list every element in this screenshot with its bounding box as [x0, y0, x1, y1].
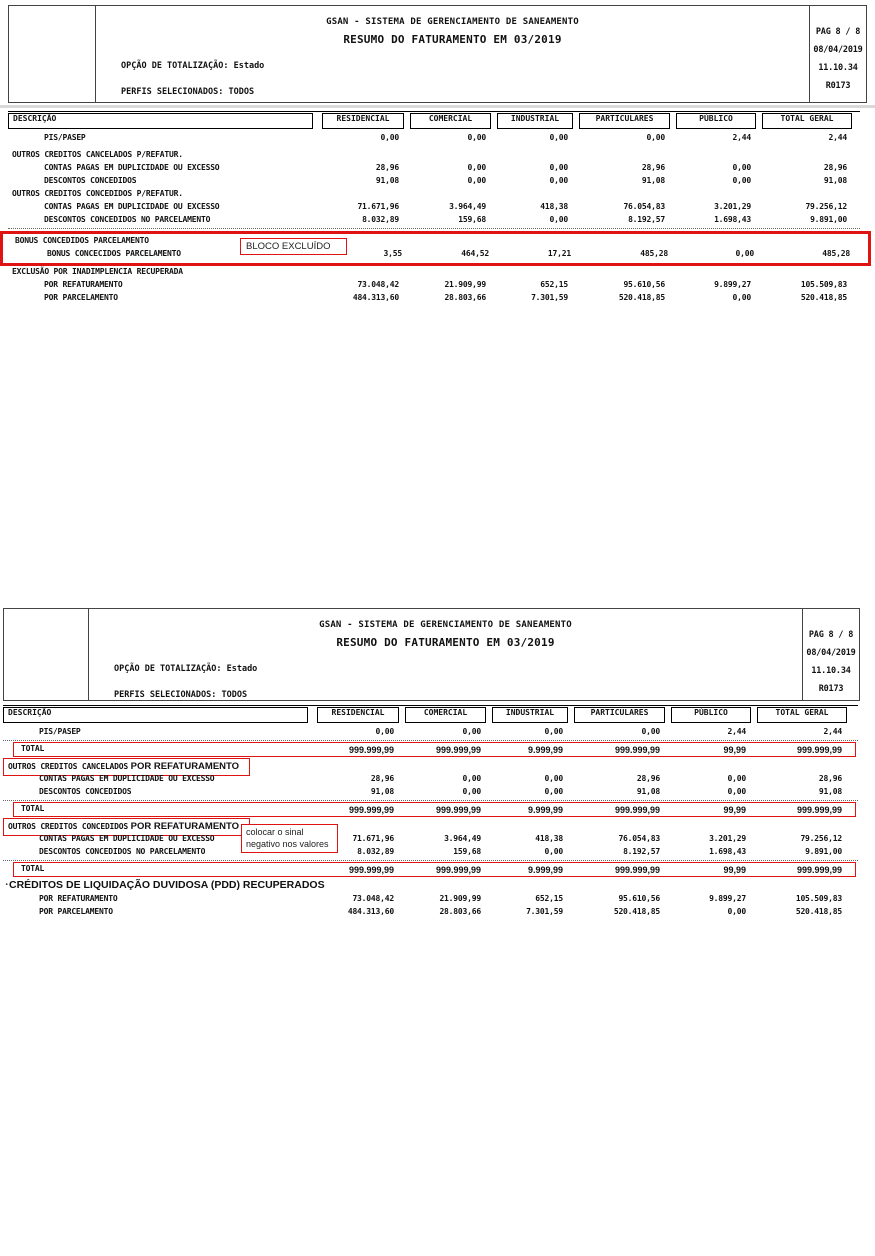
totalization-value: Estado	[233, 61, 265, 71]
row-label: POR PARCELAMENTO	[44, 293, 118, 302]
report-date: 08/04/2019	[813, 45, 863, 55]
row-value: 9.899,27	[709, 894, 746, 903]
row-value: 484.313,60	[347, 907, 394, 916]
row-value: 999.999,99	[399, 742, 486, 757]
column-header: PÚBLICO	[671, 707, 751, 723]
row-value: 520.418,85	[800, 293, 847, 302]
row-value: 73.048,42	[352, 894, 394, 903]
table-row	[8, 163, 860, 176]
table-row	[3, 894, 858, 907]
row-value: 0,00	[544, 774, 563, 783]
row-label-part2: POR REFATURAMENTO	[128, 821, 240, 832]
stray-mark: .	[4, 878, 10, 888]
report-code: R0173	[818, 684, 844, 694]
row-label: TOTAL	[21, 744, 45, 753]
row-value: 8.192,57	[628, 215, 665, 224]
row-label: POR REFATURAMENTO	[39, 894, 118, 903]
row-value: 9.891,00	[805, 847, 842, 856]
column-header: PARTICULARES	[579, 113, 670, 129]
row-value: 999.999,99	[399, 802, 486, 817]
row-value: 95.610,56	[618, 894, 660, 903]
row-value: 79.256,12	[805, 202, 847, 211]
row-value: 28.803,66	[439, 907, 481, 916]
report-header-top	[8, 5, 867, 103]
row-value: 95.610,56	[623, 280, 665, 289]
row-value: 28,96	[641, 163, 665, 172]
profiles-value: TODOS	[228, 87, 255, 97]
column-header: COMERCIAL	[410, 113, 491, 129]
row-value: 0,00	[641, 727, 660, 736]
row-value: 159,68	[453, 847, 481, 856]
row-label-part1: OUTROS CREDITOS CONCEDIDOS	[8, 822, 129, 831]
table-row	[3, 787, 858, 801]
page-number: PAG 8 / 8	[815, 27, 861, 37]
row-label: DESCONTOS CONCEDIDOS NO PARCELAMENTO	[44, 215, 211, 224]
row-value: 0,00	[727, 774, 746, 783]
row-value: 76.054,83	[618, 834, 660, 843]
table-row	[3, 847, 858, 861]
column-header: DESCRIÇÃO	[8, 113, 313, 129]
report-title: RESUMO DO FATURAMENTO EM 03/2019	[336, 636, 555, 649]
row-value: 9.999,99	[486, 862, 568, 877]
row-value: 21.909,99	[439, 894, 481, 903]
row-value: 0,00	[549, 133, 568, 142]
row-value: 71.671,96	[352, 834, 394, 843]
row-value: 999.999,99	[751, 742, 847, 757]
row-value: 418,38	[540, 202, 568, 211]
row-label: BONUS CONCEDIDOS PARCELAMENTO	[15, 236, 149, 245]
row-value: 0,00	[732, 176, 751, 185]
row-value: 91,08	[818, 787, 842, 796]
row-value: 2,44	[823, 727, 842, 736]
row-value: 3.964,49	[444, 834, 481, 843]
row-label: CRÉDITOS DE LIQUIDAÇÃO DUVIDOSA (PDD) RECUPERADOS	[9, 879, 325, 891]
row-value: 464,52	[461, 249, 489, 258]
row-value: 76.054,83	[623, 202, 665, 211]
report-time: 11.10.34	[811, 666, 851, 676]
column-header: INDUSTRIAL	[497, 113, 573, 129]
row-value: 3.201,29	[714, 202, 751, 211]
row-value: 71.671,96	[357, 202, 399, 211]
row-value: 91,08	[823, 176, 847, 185]
report-title: RESUMO DO FATURAMENTO EM 03/2019	[343, 33, 562, 46]
billing-summary-table-original	[8, 111, 860, 306]
header-logo-cell	[9, 6, 96, 102]
system-title: GSAN - SISTEMA DE GERENCIAMENTO DE SANEAMENTO	[319, 620, 572, 630]
totalization-option	[114, 664, 257, 674]
row-label: DESCONTOS CONCEDIDOS NO PARCELAMENTO	[39, 847, 206, 856]
table-row	[8, 215, 860, 229]
annotation-text: negativo nos valores	[246, 838, 329, 849]
row-label: CONTAS PAGAS EM DUPLICIDADE OU EXCESSO	[44, 202, 220, 211]
row-value: 0,00	[380, 133, 399, 142]
row-value: 652,15	[540, 280, 568, 289]
column-header: INDUSTRIAL	[492, 707, 568, 723]
row-value: 0,00	[544, 727, 563, 736]
row-value: 8.192,57	[623, 847, 660, 856]
column-header: RESIDENCIAL	[317, 707, 399, 723]
row-value: 0,00	[735, 249, 754, 258]
row-value: 21.909,99	[444, 280, 486, 289]
row-label: TOTAL	[21, 864, 45, 873]
row-label: TOTAL	[21, 804, 45, 813]
row-value: 9.999,99	[486, 742, 568, 757]
header-title-cell	[96, 6, 809, 102]
header-info-cell	[809, 6, 866, 102]
row-value: 3.201,29	[709, 834, 746, 843]
row-value: 7.301,59	[531, 293, 568, 302]
row-label: DESCONTOS CONCEDIDOS	[39, 787, 132, 796]
table-row	[3, 907, 858, 920]
row-value: 0,00	[727, 907, 746, 916]
row-value: 0,00	[467, 176, 486, 185]
row-value: 28,96	[823, 163, 847, 172]
annotation-text: colocar o sinal	[246, 827, 304, 837]
row-value: 999.999,99	[568, 742, 665, 757]
totalization-value: Estado	[226, 664, 258, 674]
table-row	[8, 150, 860, 163]
row-label: OUTROS CREDITOS CANCELADOS P/REFATUR.	[12, 150, 183, 159]
row-value: 418,38	[535, 834, 563, 843]
row-value: 159,68	[458, 215, 486, 224]
profiles-label: PERFIS SELECIONADOS:	[121, 87, 224, 97]
row-value: 73.048,42	[357, 280, 399, 289]
row-value: 79.256,12	[800, 834, 842, 843]
profiles-selected	[114, 690, 247, 700]
row-value: 3,55	[383, 249, 402, 258]
row-value: 9.999,99	[486, 802, 568, 817]
table-row	[3, 742, 858, 757]
column-header: PÚBLICO	[676, 113, 756, 129]
row-label: DESCONTOS CONCEDIDOS	[44, 176, 137, 185]
column-header: RESIDENCIAL	[322, 113, 404, 129]
header-title-cell	[89, 609, 802, 700]
column-header: COMERCIAL	[405, 707, 486, 723]
row-value: 0,00	[549, 215, 568, 224]
row-value: 999.999,99	[311, 802, 399, 817]
row-value: 7.301,59	[526, 907, 563, 916]
totalization-label: OPÇÃO DE TOTALIZAÇÃO:	[121, 61, 229, 71]
row-value: 0,00	[646, 133, 665, 142]
row-value: 3.964,49	[449, 202, 486, 211]
row-value: 8.032,89	[362, 215, 399, 224]
report-date: 08/04/2019	[806, 648, 856, 658]
row-value: 0,00	[544, 847, 563, 856]
row-label-part2: POR REFATURAMENTO	[128, 761, 240, 772]
row-value: 0,00	[727, 787, 746, 796]
row-label: BONUS CONCECIDOS PARCELAMENTO	[47, 249, 181, 258]
row-value: 0,00	[549, 163, 568, 172]
profiles-value: TODOS	[221, 690, 248, 700]
row-value: 0,00	[462, 787, 481, 796]
column-header: DESCRIÇÃO	[3, 707, 308, 723]
row-label: CONTAS PAGAS EM DUPLICIDADE OU EXCESSO	[39, 774, 215, 783]
report-code: R0173	[825, 81, 851, 91]
row-label: OUTROS CREDITOS CONCEDIDOS P/REFATUR.	[12, 189, 183, 198]
row-value: 0,00	[467, 133, 486, 142]
row-value: 0,00	[375, 727, 394, 736]
row-value: 91,08	[370, 787, 394, 796]
excluded-block	[0, 231, 871, 266]
table-header-row	[3, 705, 858, 725]
row-value: 999.999,99	[399, 862, 486, 877]
row-value: 105.509,83	[800, 280, 847, 289]
table-row	[8, 293, 860, 306]
row-label: POR PARCELAMENTO	[39, 907, 113, 916]
table-header-row	[8, 111, 860, 131]
row-label: CONTAS PAGAS EM DUPLICIDADE OU EXCESSO	[39, 834, 215, 843]
row-value: 9.891,00	[810, 215, 847, 224]
column-header: TOTAL GERAL	[762, 113, 852, 129]
table-row	[8, 176, 860, 189]
row-value: 0,00	[467, 163, 486, 172]
table-row	[8, 280, 860, 293]
row-value: 2,44	[828, 133, 847, 142]
row-value: 91,08	[636, 787, 660, 796]
system-title: GSAN - SISTEMA DE GERENCIAMENTO DE SANEAMENTO	[326, 17, 579, 27]
row-label-part1: OUTROS CREDITOS CANCELADOS	[8, 762, 129, 771]
table-row	[8, 202, 860, 215]
row-value: 99,99	[665, 802, 751, 817]
table-row	[3, 727, 858, 741]
row-value: 99,99	[665, 862, 751, 877]
row-value: 484.313,60	[352, 293, 399, 302]
table-row	[11, 236, 857, 249]
row-value: 999.999,99	[568, 802, 665, 817]
row-value: 91,08	[641, 176, 665, 185]
table-row	[8, 189, 860, 202]
row-value: 0,00	[732, 293, 751, 302]
row-value: 520.418,85	[613, 907, 660, 916]
row-value: 652,15	[535, 894, 563, 903]
row-value: 999.999,99	[311, 742, 399, 757]
row-value: 2,44	[727, 727, 746, 736]
row-value: 520.418,85	[618, 293, 665, 302]
table-row	[11, 249, 857, 262]
row-value: 105.509,83	[795, 894, 842, 903]
column-header: TOTAL GERAL	[757, 707, 847, 723]
row-label: EXCLUSÃO POR INADIMPLENCIA RECUPERADA	[12, 267, 183, 276]
row-value: 0,00	[462, 727, 481, 736]
table-row	[3, 758, 858, 774]
profiles-label: PERFIS SELECIONADOS:	[114, 690, 217, 700]
row-label: POR REFATURAMENTO	[44, 280, 123, 289]
row-value: 0,00	[549, 176, 568, 185]
totalization-label: OPÇÃO DE TOTALIZAÇÃO:	[114, 664, 222, 674]
row-value: 28,96	[818, 774, 842, 783]
row-value: 1.698,43	[714, 215, 751, 224]
row-value: 0,00	[462, 774, 481, 783]
row-value: 0,00	[732, 163, 751, 172]
row-value: 0,00	[544, 787, 563, 796]
row-value: 28,96	[375, 163, 399, 172]
report-time: 11.10.34	[818, 63, 858, 73]
row-value: 1.698,43	[709, 847, 746, 856]
table-row	[3, 802, 858, 817]
section-divider	[0, 105, 875, 108]
header-info-cell	[802, 609, 859, 700]
report-header-bottom	[3, 608, 860, 701]
row-label: CONTAS PAGAS EM DUPLICIDADE OU EXCESSO	[44, 163, 220, 172]
row-value: 999.999,99	[751, 802, 847, 817]
row-value: 485,28	[640, 249, 668, 258]
profiles-selected	[121, 87, 254, 97]
row-value: 520.418,85	[795, 907, 842, 916]
table-row	[3, 774, 858, 787]
excluded-block-annotation: BLOCO EXCLUÍDO	[240, 238, 347, 255]
billing-summary-table-mockup	[3, 705, 858, 920]
row-value: 91,08	[375, 176, 399, 185]
row-value: 8.032,89	[357, 847, 394, 856]
row-value: 9.899,27	[714, 280, 751, 289]
table-row	[8, 267, 860, 280]
row-value: 999.999,99	[751, 862, 847, 877]
table-row	[3, 878, 858, 894]
row-value: 17,21	[547, 249, 571, 258]
negative-sign-annotation	[241, 824, 338, 853]
row-label: PIS/PASEP	[39, 727, 81, 736]
row-value: 28,96	[636, 774, 660, 783]
row-value: 999.999,99	[311, 862, 399, 877]
totalization-option	[121, 61, 264, 71]
header-logo-cell	[4, 609, 89, 700]
column-header: PARTICULARES	[574, 707, 665, 723]
row-value: 28,96	[370, 774, 394, 783]
row-value: 999.999,99	[568, 862, 665, 877]
table-row	[3, 818, 858, 834]
row-label: PIS/PASEP	[44, 133, 86, 142]
row-value: 28.803,66	[444, 293, 486, 302]
row-value: 2,44	[732, 133, 751, 142]
row-value: 99,99	[665, 742, 751, 757]
page-number: PAG 8 / 8	[808, 630, 854, 640]
table-row	[3, 834, 858, 847]
row-value: 485,28	[822, 249, 850, 258]
table-row	[8, 133, 860, 146]
table-row	[3, 862, 858, 877]
